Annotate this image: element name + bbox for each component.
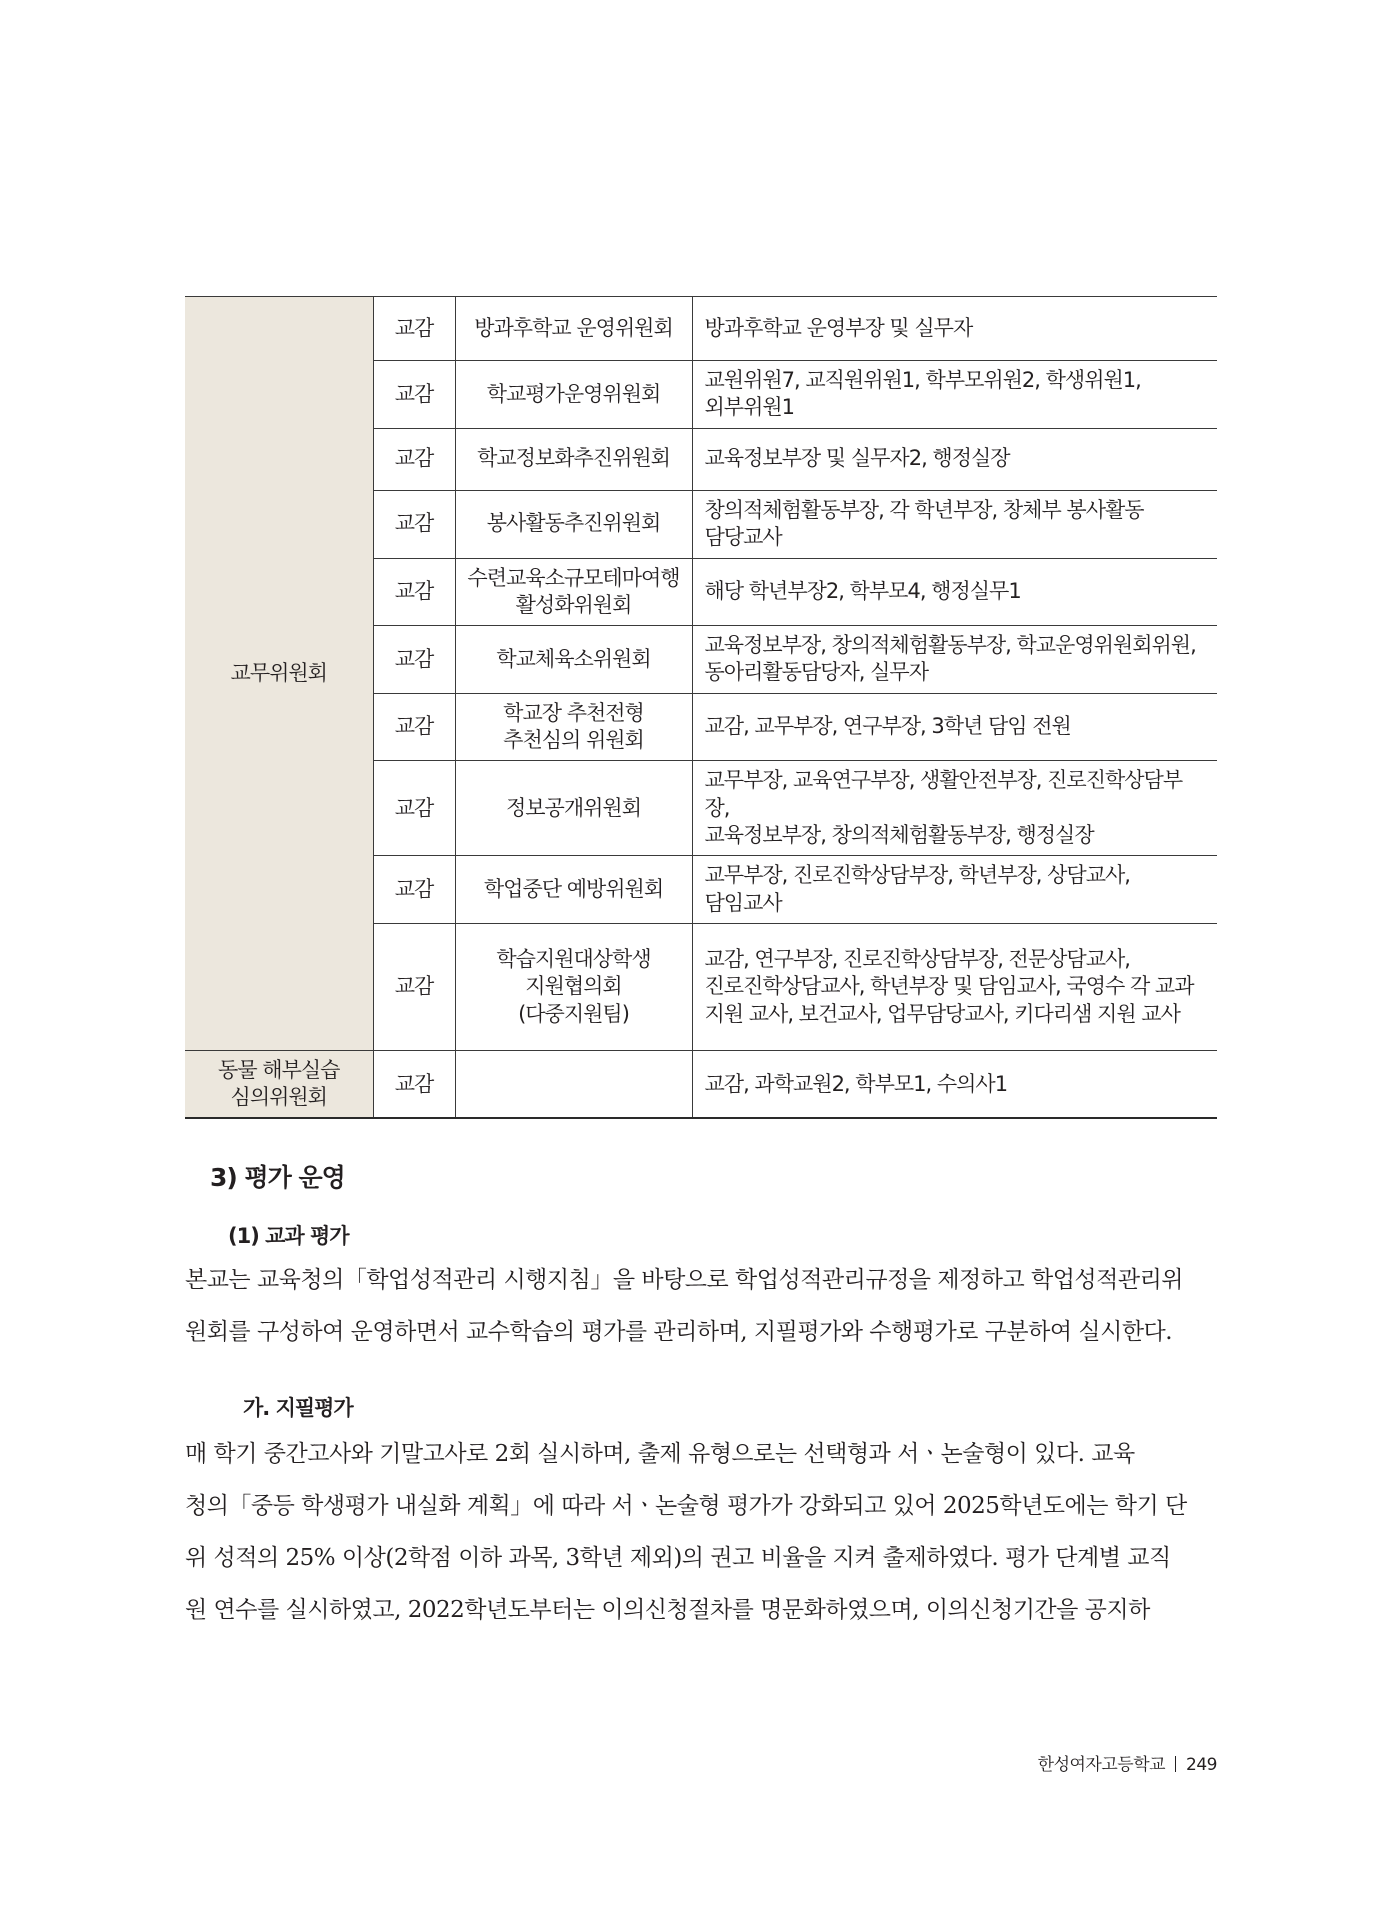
page-footer [1038, 1750, 1217, 1775]
committee-name-cell [455, 1050, 692, 1118]
paragraph-line: 매 학기 중간고사와 기말고사로 2회 실시하며, 출제 유형으로는 선택형과 서ㆍ논술형이 있다. 교육 [185, 1441, 1135, 1467]
paragraph-line: 원회를 구성하여 운영하면서 교수학습의 평가를 관리하며, 지필평가와 수행평가로 구분하여 실시한다. [185, 1319, 1173, 1345]
committee-name-cell: 학습지원대상학생 지원협의회 (다중지원팀) [455, 923, 692, 1050]
committee-name-cell: 수련교육소규모테마여행 활성화위원회 [455, 558, 692, 626]
chair-cell: 교감 [373, 693, 455, 761]
chair-cell: 교감 [373, 361, 455, 429]
table-row [185, 297, 1217, 361]
group-cell: 동물 해부실습 심의위원회 [185, 1050, 373, 1118]
chair-cell: 교감 [373, 490, 455, 558]
chair-cell: 교감 [373, 297, 455, 361]
committee-name-cell: 학교체육소위원회 [455, 626, 692, 694]
committee-name-cell: 학업중단 예방위원회 [455, 856, 692, 924]
committee-name-cell: 봉사활동추진위원회 [455, 490, 692, 558]
members-cell: 교감, 교무부장, 연구부장, 3학년 담임 전원 [692, 693, 1217, 761]
members-cell: 교육정보부장 및 실무자2, 행정실장 [692, 428, 1217, 490]
paragraph-line: 위 성적의 25% 이상(2학점 이하 과목, 3학년 제외)의 권고 비율을 지켜 출제하였다. 평가 단계별 교직 [185, 1545, 1171, 1571]
page-number: 249 [1186, 1755, 1217, 1775]
members-cell: 교감, 연구부장, 진로진학상담부장, 전문상담교사, 진로진학상담교사, 학년부장 및 담임교사, 국영수 각 교과 지원 교사, 보건교사, 업무담당교사, 키다리샘 지원 교사 [692, 923, 1217, 1050]
chair-cell: 교감 [373, 558, 455, 626]
members-cell: 방과후학교 운영부장 및 실무자 [692, 297, 1217, 361]
body-paragraph [185, 1254, 1217, 1358]
footer-divider [1175, 1756, 1176, 1772]
members-cell: 교감, 과학교원2, 학부모1, 수의사1 [692, 1050, 1217, 1118]
chair-cell: 교감 [373, 428, 455, 490]
members-cell: 교원위원7, 교직원위원1, 학부모위원2, 학생위원1, 외부위원1 [692, 361, 1217, 429]
members-cell: 교육정보부장, 창의적체험활동부장, 학교운영위원회위원, 동아리활동담당자, 실무자 [692, 626, 1217, 694]
footer-school-name: 한성여자고등학교 [1037, 1755, 1166, 1775]
section-heading: 3) 평가 운영 [210, 1163, 345, 1192]
chair-cell: 교감 [373, 761, 455, 856]
table-row [185, 1050, 1217, 1118]
paragraph-line: 원 연수를 실시하였고, 2022학년도부터는 이의신청절차를 명문화하였으며, 이의신청기간을 공지하 [185, 1597, 1150, 1623]
committee-name-cell: 정보공개위원회 [455, 761, 692, 856]
committee-table [185, 296, 1217, 1119]
subsubsection-heading: 가. 지필평가 [243, 1396, 353, 1420]
committee-name-cell: 방과후학교 운영위원회 [455, 297, 692, 361]
committee-name-cell: 학교정보화추진위원회 [455, 428, 692, 490]
body-paragraph [185, 1428, 1217, 1636]
chair-cell: 교감 [373, 626, 455, 694]
subsection-heading: (1) 교과 평가 [228, 1224, 349, 1248]
members-cell: 해당 학년부장2, 학부모4, 행정실무1 [692, 558, 1217, 626]
members-cell: 창의적체험활동부장, 각 학년부장, 창체부 봉사활동 담당교사 [692, 490, 1217, 558]
paragraph-line: 청의「중등 학생평가 내실화 계획」에 따라 서ㆍ논술형 평가가 강화되고 있어 2025학년도에는 학기 단 [185, 1493, 1187, 1519]
chair-cell: 교감 [373, 856, 455, 924]
chair-cell: 교감 [373, 923, 455, 1050]
members-cell: 교무부장, 교육연구부장, 생활안전부장, 진로진학상담부장, 교육정보부장, 창의적체험활동부장, 행정실장 [692, 761, 1217, 856]
members-cell: 교무부장, 진로진학상담부장, 학년부장, 상담교사, 담임교사 [692, 856, 1217, 924]
paragraph-line: 본교는 교육청의「학업성적관리 시행지침」을 바탕으로 학업성적관리규정을 제정하고 학업성적관리위 [185, 1267, 1184, 1293]
committee-name-cell: 학교장 추천전형 추천심의 위원회 [455, 693, 692, 761]
chair-cell: 교감 [373, 1050, 455, 1118]
group-cell: 교무위원회 [185, 297, 373, 1051]
committee-name-cell: 학교평가운영위원회 [455, 361, 692, 429]
